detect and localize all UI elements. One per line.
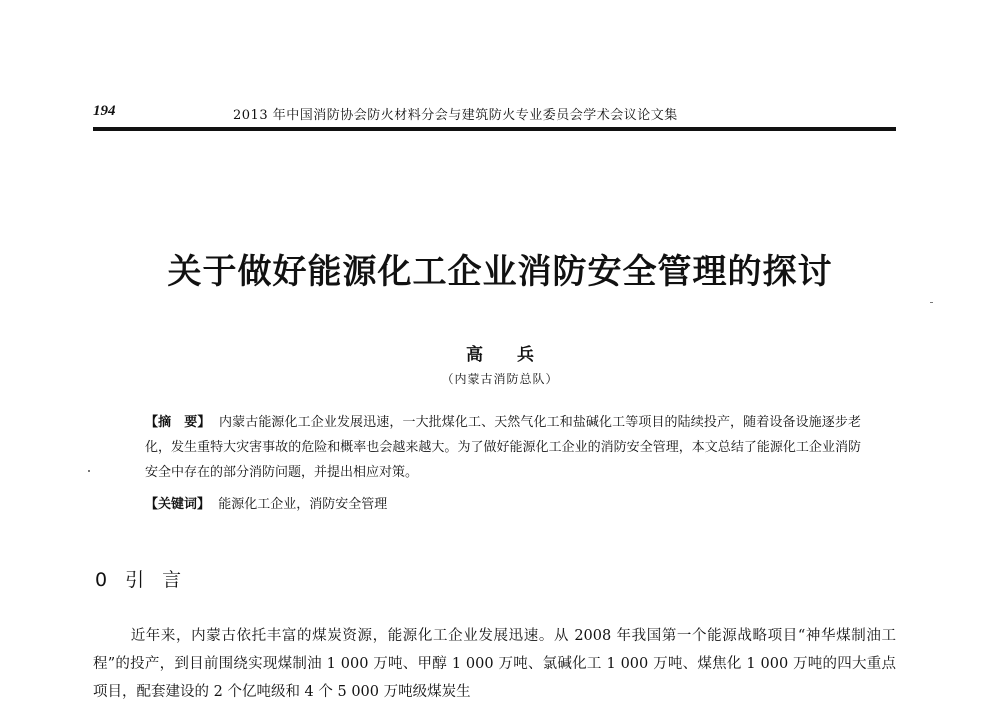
running-title: 2013 年中国消防协会防火材料分会与建筑防火专业委员会学术会议论文集 (233, 108, 678, 123)
abstract-text: 内蒙古能源化工企业发展迅速，一大批煤化工、天然气化工和盐碱化工等项目的陆续投产，随着设备设施逐步老化，发生重特大灾害事故的危险和概率也会越来越大。为了做好能源化工企业的消防安全管理，本文总结了能源化工企业消防安全中存在的部分消防问题，并提出相应对策。 (145, 415, 861, 480)
page-number: 194 (93, 103, 116, 119)
body-paragraph: 近年来，内蒙古依托丰富的煤炭资源，能源化工企业发展迅速。从 2008 年我国第一个能源战略项目“神华煤制油工程”的投产，到目前围绕实现煤制油 1 000 万吨、甲醇 1 000 万吨、氯碱化工 1 000 万吨、煤焦化 1 000 万吨的四大重点项目，配套建设的 2 个亿吨级和 4 个 5 000 万吨级煤炭生 (93, 628, 896, 700)
keywords-label: 【关键词】 (145, 497, 211, 512)
scan-speck (930, 302, 933, 303)
keywords (145, 494, 861, 516)
header-rule (93, 127, 896, 131)
article-title: 关于做好能源化工企业消防安全管理的探讨 (167, 252, 833, 292)
author-name: 高 兵 (466, 345, 548, 365)
scan-speck (88, 470, 90, 472)
keywords-text: 能源化工企业，消防安全管理 (218, 497, 388, 512)
section-heading: 0 引 言 (95, 569, 188, 591)
author-affiliation: （内蒙古消防总队） (441, 372, 559, 386)
abstract-label: 【摘 要】 (145, 415, 211, 430)
abstract (145, 410, 861, 485)
